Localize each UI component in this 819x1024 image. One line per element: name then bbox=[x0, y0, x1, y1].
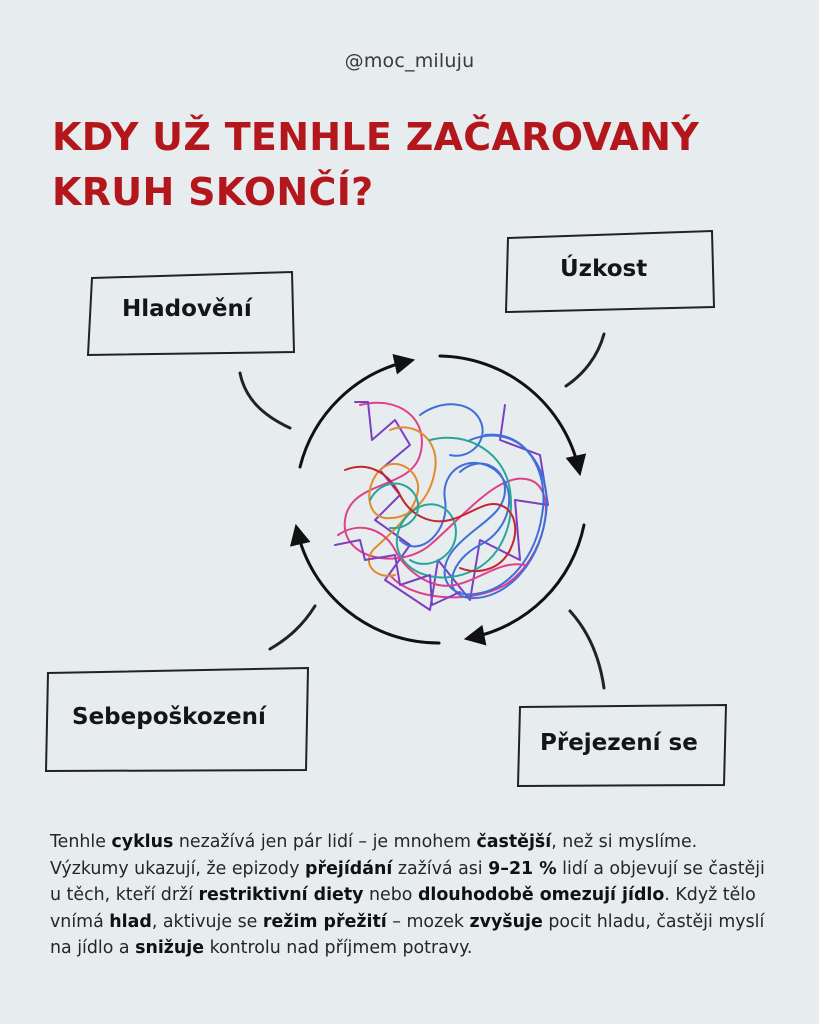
connector-prejezeni bbox=[570, 611, 604, 688]
paragraph-text: , než si myslíme. Výzkumy ukazují, že epizody bbox=[50, 832, 698, 879]
scribble-illustration bbox=[335, 402, 548, 610]
paragraph-text: zažívá asi bbox=[392, 858, 489, 879]
paragraph-text: lidí a objevují se častěji u těch, kteří drží bbox=[50, 858, 765, 905]
paragraph-text: , aktivuje se bbox=[151, 911, 263, 932]
paragraph-emphasis: hlad bbox=[109, 911, 152, 932]
node-label-prejezeni: Přejezení se bbox=[540, 730, 698, 756]
explanation-paragraph bbox=[50, 829, 775, 962]
connector-hladoveni bbox=[240, 373, 290, 428]
node-label-uzkost: Úzkost bbox=[560, 256, 648, 282]
cycle-arrow-right bbox=[440, 356, 579, 470]
paragraph-emphasis: cyklus bbox=[111, 832, 174, 852]
node-label-sebeposkozeni: Sebepoškození bbox=[72, 704, 266, 730]
account-handle: @moc_miluju bbox=[344, 50, 475, 72]
paragraph-emphasis: snižuje bbox=[135, 938, 205, 958]
title-line-2: KRUH SKONČÍ? bbox=[52, 170, 374, 214]
paragraph-text: . Když tělo vnímá bbox=[50, 885, 756, 932]
cycle-arrow-top bbox=[300, 361, 409, 467]
connector-uzkost bbox=[566, 334, 604, 386]
paragraph-text: – mozek bbox=[386, 911, 470, 932]
paragraph-emphasis: zvyšuje bbox=[469, 911, 543, 932]
paragraph-emphasis: 9–21 % bbox=[488, 858, 557, 879]
paragraph-text: kontrolu nad příjmem potravy. bbox=[204, 938, 473, 958]
paragraph-text: pocit hladu, častěji myslí na jídlo a bbox=[50, 911, 765, 958]
paragraph-emphasis: přejídání bbox=[305, 858, 393, 879]
connector-sebeposkozeni bbox=[270, 606, 315, 649]
paragraph-emphasis: častější bbox=[476, 832, 552, 852]
paragraph-text: Tenhle bbox=[50, 832, 112, 852]
node-label-hladoveni: Hladovění bbox=[122, 296, 252, 322]
paragraph-emphasis: režim přežití bbox=[262, 911, 387, 932]
title-line-1: KDY UŽ TENHLE ZAČAROVANÝ bbox=[52, 115, 700, 159]
paragraph-emphasis: dlouhodobě omezují jídlo bbox=[417, 885, 665, 905]
paragraph-emphasis: restriktivní diety bbox=[198, 885, 364, 905]
paragraph-text: nebo bbox=[363, 885, 418, 905]
paragraph-text: nezažívá jen pár lidí – je mnohem bbox=[173, 832, 477, 852]
